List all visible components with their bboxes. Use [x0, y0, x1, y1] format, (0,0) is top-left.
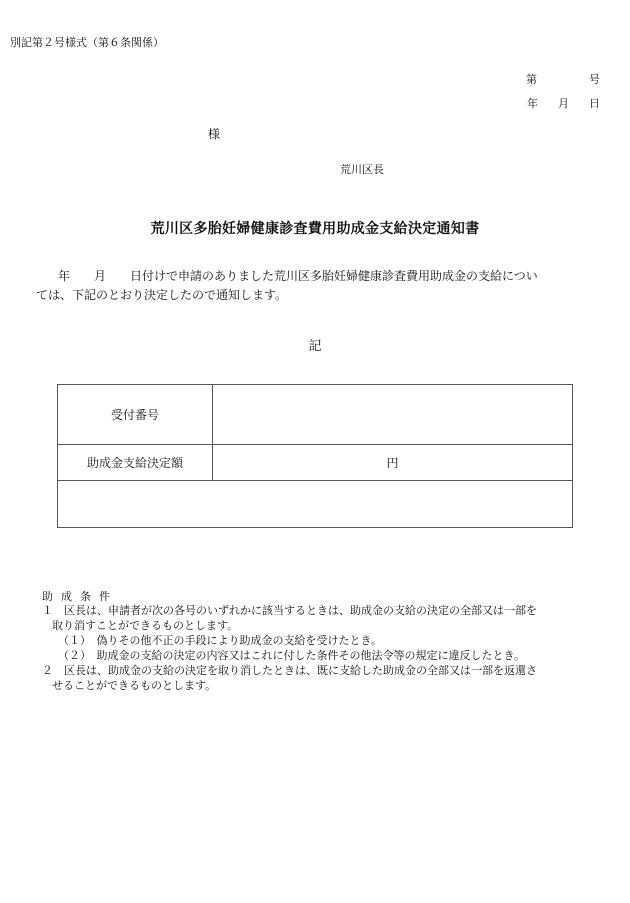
table-row: [58, 445, 573, 481]
condition-2-line-2: せることができるものとします。: [52, 679, 217, 692]
ki-heading: 記: [308, 339, 322, 354]
condition-2-line-1: ２ 区長は、助成金の支給の決定を取り消したときは、既に支給した助成金の全部又は一部を返還さ: [42, 664, 537, 677]
document-title: 荒川区多胎妊婦健康診査費用助成金支給決定通知書: [150, 221, 480, 237]
body-year: 年: [58, 269, 71, 283]
condition-1-sub-2: （２） 助成金の支給の決定の内容又はこれに付した条件その他法令等の規定に違反したとき。: [58, 649, 526, 662]
receipt-number-label: 受付番号: [58, 385, 213, 445]
date-day: 日: [589, 97, 600, 110]
form-id: 別記第２号様式（第６条関係）: [10, 36, 164, 49]
issuer: 荒川区長: [340, 163, 384, 176]
conditions-heading: 助成条件: [42, 590, 118, 603]
body-line-1: [36, 267, 596, 286]
body-month: 月: [94, 269, 107, 283]
remarks-cell: [58, 481, 573, 528]
grant-amount-label: 助成金支給決定額: [58, 445, 213, 481]
date-year: 年: [527, 97, 538, 110]
number-suffix: 号: [589, 73, 600, 86]
number-prefix: 第: [526, 73, 537, 86]
condition-1-line-2: 取り消すことができるものとします。: [52, 619, 239, 632]
decision-table: [57, 384, 573, 528]
condition-1-line-1: １ 区長は、申請者が次の各号のいずれかに該当するときは、助成金の支給の決定の全部又は一部を: [42, 604, 537, 617]
grant-amount-value: 円: [213, 445, 573, 481]
date-month: 月: [558, 97, 569, 110]
addressee-suffix: 様: [208, 127, 221, 141]
document-number-line: [526, 71, 600, 87]
issue-date-line: [527, 95, 600, 111]
condition-1-sub-1: （１） 偽りその他不正の手段により助成金の支給を受けたとき。: [58, 634, 383, 647]
body-text: [36, 267, 596, 305]
body-line-1-rest: 日付けで申請のありました荒川区多胎妊婦健康診査費用助成金の支給につい: [130, 269, 538, 283]
receipt-number-value: [213, 385, 573, 445]
body-line-2: ては、下記のとおり決定したので通知します。: [36, 288, 288, 302]
table-row: [58, 481, 573, 528]
table-row: [58, 385, 573, 445]
